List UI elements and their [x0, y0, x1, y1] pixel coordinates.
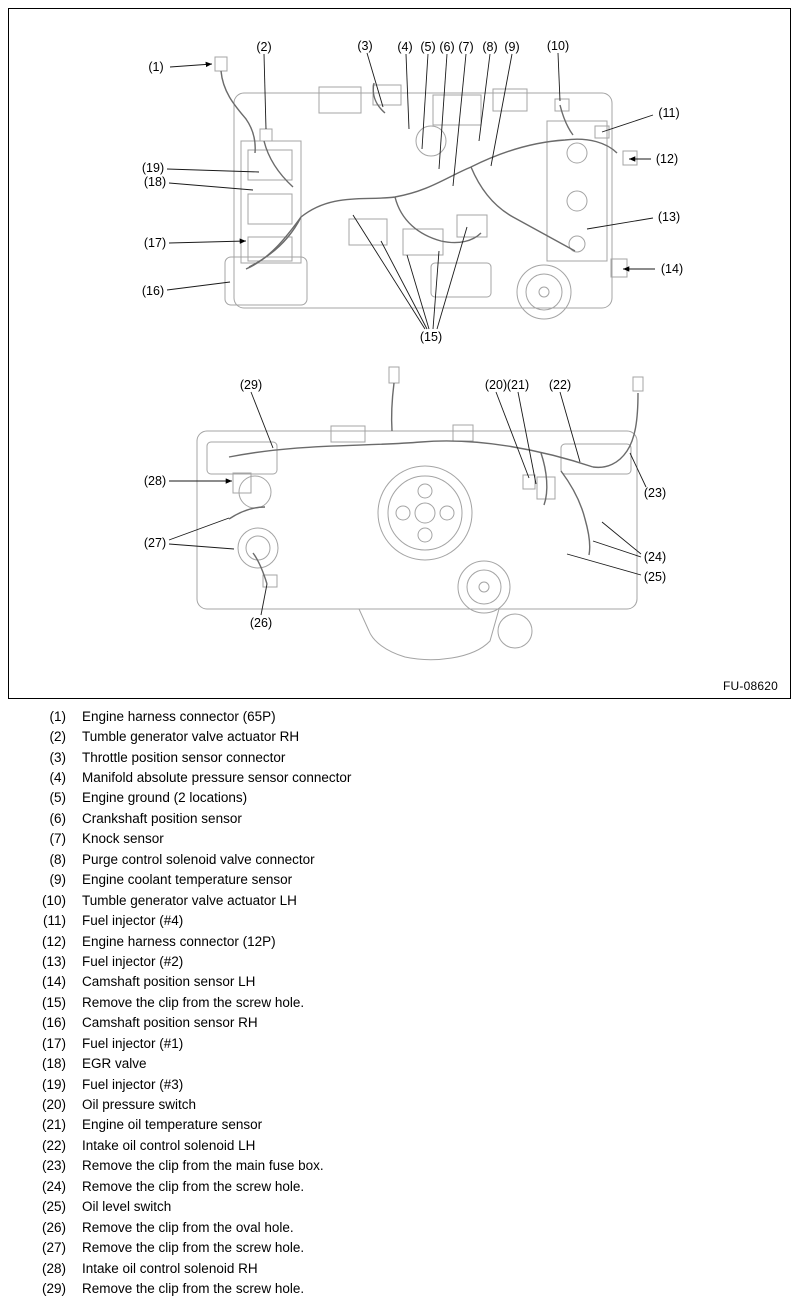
- legend-item: [24, 1197, 786, 1217]
- callout-label: (20): [484, 378, 508, 392]
- callout-leader-line: [518, 392, 536, 484]
- callout-leader-line: [587, 218, 653, 229]
- legend-item: [24, 951, 786, 971]
- legend-item-number: (5): [49, 790, 66, 806]
- callout-label: (29): [239, 378, 263, 392]
- legend-item-number: (23): [41, 1158, 66, 1174]
- legend-item: [24, 972, 786, 992]
- legend-item-number: (13): [41, 953, 66, 969]
- legend-item: [24, 1278, 786, 1298]
- legend-item: [24, 747, 786, 767]
- legend-item-number: (20): [41, 1097, 66, 1113]
- callout-leader-line: [439, 54, 447, 169]
- legend-list: [24, 706, 786, 1299]
- callout-leader-line: [491, 54, 512, 166]
- legend-item: [24, 890, 786, 910]
- legend-item-text: Oil pressure switch: [82, 1097, 197, 1113]
- callout-leader-line: [170, 64, 212, 67]
- callout-label: (9): [504, 40, 520, 54]
- callout-label: (14): [660, 262, 684, 276]
- callout-leader-line: [593, 541, 641, 557]
- legend-item-number: (18): [41, 1056, 66, 1072]
- callout-label: (26): [249, 616, 273, 630]
- legend-item: [24, 931, 786, 951]
- legend-item-number: (24): [41, 1178, 66, 1194]
- legend-item: [24, 1258, 786, 1278]
- legend-item-text: Engine oil temperature sensor: [82, 1117, 263, 1133]
- bottom-harness-art: [229, 383, 638, 584]
- legend-item-number: (22): [41, 1137, 66, 1153]
- legend-item-number: (9): [49, 872, 66, 888]
- legend-item-text: Remove the clip from the screw hole.: [82, 994, 305, 1010]
- callout-label: (23): [643, 486, 667, 500]
- callout-leader-line: [422, 54, 428, 149]
- legend-item: [24, 992, 786, 1012]
- legend-item: [24, 767, 786, 787]
- legend-item: [24, 829, 786, 849]
- legend-item-text: Fuel injector (#3): [82, 1076, 184, 1092]
- legend-item-text: Remove the clip from the screw hole.: [82, 1280, 305, 1296]
- callout-leader-line: [406, 54, 409, 129]
- callout-leader-line: [558, 53, 560, 101]
- legend-item: [24, 1033, 786, 1053]
- callout-leader-line: [169, 183, 253, 190]
- callout-label: (12): [655, 152, 679, 166]
- legend-item: [24, 870, 786, 890]
- callout-leader-line: [353, 215, 425, 329]
- callout-leader-line: [602, 115, 653, 132]
- callout-label: (3): [357, 39, 373, 53]
- legend-item-text: Engine harness connector (65P): [82, 708, 276, 724]
- legend-item: [24, 1094, 786, 1114]
- legend-item: [24, 910, 786, 930]
- top-harness-art: [221, 71, 617, 269]
- legend-item-text: Manifold absolute pressure sensor connector: [82, 770, 352, 786]
- legend-item-number: (28): [41, 1260, 66, 1276]
- legend-item: [24, 1053, 786, 1073]
- callout-leader-line: [560, 392, 580, 462]
- callout-label: (15): [419, 330, 443, 344]
- callout-leader-line: [630, 453, 646, 487]
- legend-item-text: Knock sensor: [82, 831, 164, 847]
- legend-item-text: Fuel injector (#2): [82, 953, 184, 969]
- callout-label: (6): [439, 40, 455, 54]
- legend-item-text: Engine harness connector (12P): [82, 933, 276, 949]
- callout-label: (1): [148, 60, 164, 74]
- legend-item-number: (12): [41, 933, 66, 949]
- figure-code: FU-08620: [723, 679, 778, 693]
- legend-item-number: (26): [41, 1219, 66, 1235]
- legend-item-number: (4): [49, 770, 66, 786]
- legend-item: [24, 1135, 786, 1155]
- engine-diagram: [9, 9, 790, 698]
- callout-label: (22): [548, 378, 572, 392]
- legend-item-number: (1): [49, 708, 66, 724]
- legend-item-number: (29): [41, 1280, 66, 1296]
- legend-item: [24, 1074, 786, 1094]
- leader-lines: [167, 53, 655, 615]
- legend-item: [24, 1115, 786, 1135]
- legend-item-text: Intake oil control solenoid RH: [82, 1260, 258, 1276]
- legend-item-text: Intake oil control solenoid LH: [82, 1137, 256, 1153]
- callout-label: (19): [141, 161, 165, 175]
- callout-label: (28): [143, 474, 167, 488]
- callout-label: (11): [658, 106, 680, 120]
- callout-leader-line: [251, 392, 273, 448]
- legend-item-number: (16): [41, 1015, 66, 1031]
- callout-label: (4): [397, 40, 413, 54]
- legend-item-text: Camshaft position sensor RH: [82, 1015, 258, 1031]
- legend-item-number: (2): [49, 729, 66, 745]
- legend-item-text: Tumble generator valve actuator LH: [82, 892, 297, 908]
- callout-leader-line: [169, 518, 229, 540]
- callout-label: (18): [143, 175, 167, 189]
- legend-item-number: (27): [41, 1240, 66, 1256]
- legend-item: [24, 1156, 786, 1176]
- callout-label: (16): [141, 284, 165, 298]
- legend-item: [24, 849, 786, 869]
- callout-label: (8): [482, 40, 498, 54]
- legend-item-text: Throttle position sensor connector: [82, 749, 286, 765]
- legend-item: [24, 706, 786, 726]
- legend-item-text: Purge control solenoid valve connector: [82, 851, 315, 867]
- legend-item-text: Fuel injector (#1): [82, 1035, 184, 1051]
- callout-leader-line: [453, 54, 466, 186]
- callout-label: (13): [657, 210, 681, 224]
- legend-item: [24, 726, 786, 746]
- legend-item-number: (10): [41, 892, 66, 908]
- legend-item-text: Remove the clip from the screw hole.: [82, 1240, 305, 1256]
- callout-label: (7): [458, 40, 474, 54]
- legend-item-text: Remove the clip from the main fuse box.: [82, 1158, 324, 1174]
- callout-leader-line: [264, 54, 266, 129]
- legend-item: [24, 788, 786, 808]
- legend-item: [24, 1217, 786, 1237]
- callout-leader-line: [169, 544, 234, 549]
- legend-item-number: (15): [41, 994, 66, 1010]
- callout-leader-line: [261, 584, 267, 615]
- legend-item-number: (6): [49, 810, 66, 826]
- callout-labels: [142, 39, 683, 630]
- legend-item-text: Fuel injector (#4): [82, 913, 184, 929]
- legend-item-text: Camshaft position sensor LH: [82, 974, 256, 990]
- figure-box: [8, 8, 791, 699]
- legend-item-number: (17): [41, 1035, 66, 1051]
- legend-item-text: Crankshaft position sensor: [82, 810, 242, 826]
- legend-item-text: EGR valve: [82, 1056, 147, 1072]
- legend-item-number: (3): [49, 749, 66, 765]
- legend-item-text: Tumble generator valve actuator RH: [82, 729, 300, 745]
- legend-item: [24, 1237, 786, 1257]
- legend-item-text: Remove the clip from the screw hole.: [82, 1178, 305, 1194]
- legend-item-number: (14): [41, 974, 66, 990]
- legend-item-number: (7): [49, 831, 66, 847]
- callout-label: (2): [256, 40, 272, 54]
- callout-leader-line: [602, 522, 641, 554]
- legend-item-number: (8): [49, 851, 66, 867]
- callout-leader-line: [167, 169, 259, 172]
- callout-leader-line: [567, 554, 641, 575]
- callout-label: (10): [546, 39, 570, 53]
- callout-label: (24): [643, 550, 667, 564]
- callout-leader-line: [167, 282, 230, 290]
- legend-item: [24, 808, 786, 828]
- legend-item-number: (11): [42, 913, 66, 929]
- legend-item-number: (21): [41, 1117, 66, 1133]
- legend-item-text: Remove the clip from the oval hole.: [82, 1219, 294, 1235]
- callout-label: (17): [143, 236, 167, 250]
- legend-item-number: (25): [41, 1199, 66, 1215]
- callout-label: (25): [643, 570, 667, 584]
- legend-item-text: Oil level switch: [82, 1199, 172, 1215]
- callout-leader-line: [496, 392, 529, 478]
- legend-item-text: Engine coolant temperature sensor: [82, 872, 293, 888]
- callout-label: (5): [420, 40, 436, 54]
- legend-item-number: (19): [41, 1076, 66, 1092]
- callout-label: (27): [143, 536, 167, 550]
- legend-item-text: Engine ground (2 locations): [82, 790, 248, 806]
- legend-item: [24, 1013, 786, 1033]
- callout-label: (21): [506, 378, 530, 392]
- callout-leader-line: [381, 241, 427, 329]
- legend-item: [24, 1176, 786, 1196]
